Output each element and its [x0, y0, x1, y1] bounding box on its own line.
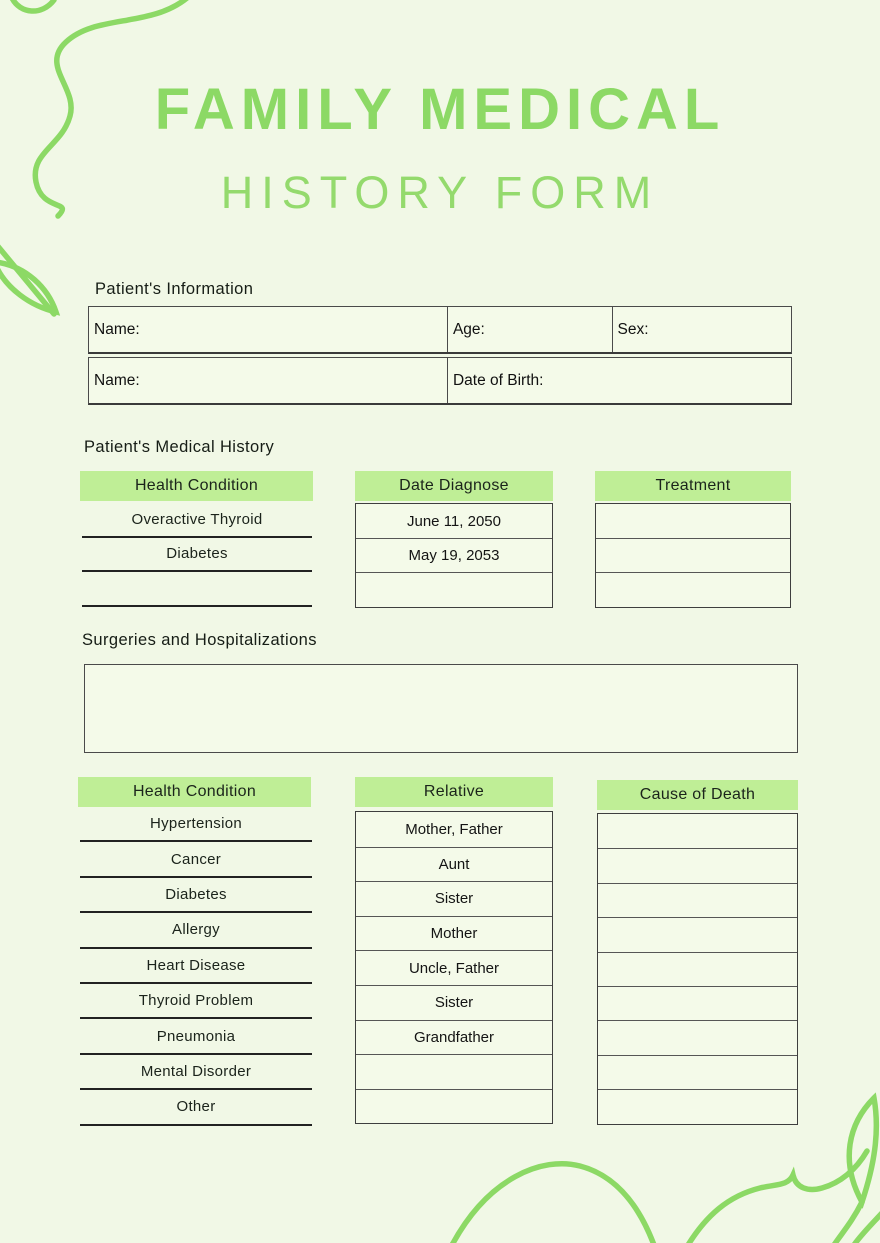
- date-of-birth-label: Date of Birth:: [452, 371, 544, 389]
- date-diagnose-column-header: Date Diagnose: [355, 471, 553, 501]
- relative-value: Mother: [430, 925, 478, 943]
- health-condition-column-header: Health Condition: [80, 471, 313, 501]
- form-title: FAMILY MEDICAL: [154, 77, 726, 142]
- health-condition-value: Overactive Thyroid: [131, 510, 263, 528]
- date-diagnose-row[interactable]: [356, 538, 552, 572]
- family-health-condition-row[interactable]: [80, 1055, 312, 1090]
- relative-row[interactable]: [356, 1089, 552, 1124]
- relative-row[interactable]: [356, 1054, 552, 1089]
- relative-row[interactable]: [356, 812, 552, 847]
- family-health-condition-row[interactable]: [80, 842, 312, 877]
- sex-label: Sex:: [617, 320, 649, 338]
- age-label: Age:: [452, 320, 485, 338]
- family-health-condition-value: Cancer: [170, 850, 222, 868]
- surgeries-textbox[interactable]: [84, 664, 798, 753]
- name-field-2[interactable]: [89, 358, 447, 403]
- date-diagnose-row[interactable]: [356, 572, 552, 606]
- treatment-row[interactable]: [596, 504, 790, 538]
- family-health-condition-value: Pneumonia: [156, 1027, 236, 1045]
- family-health-condition-value: Hypertension: [150, 815, 242, 833]
- relative-row[interactable]: [356, 881, 552, 916]
- relative-value: Sister: [434, 890, 474, 908]
- sex-field[interactable]: [612, 307, 792, 352]
- patient-info-row-1: [88, 306, 792, 354]
- relative-value: Uncle, Father: [408, 959, 500, 977]
- age-field[interactable]: [447, 307, 612, 352]
- health-condition-row[interactable]: [82, 503, 312, 538]
- cause-of-death-row[interactable]: [598, 1089, 797, 1123]
- family-health-condition-value: Mental Disorder: [140, 1062, 252, 1080]
- family-health-condition-value: Heart Disease: [146, 956, 246, 974]
- date-diagnose-value: June 11, 2050: [407, 512, 501, 530]
- medical-history-heading: Patient's Medical History: [84, 438, 275, 456]
- cause-of-death-column-header: Cause of Death: [597, 780, 798, 810]
- health-condition-row[interactable]: [82, 538, 312, 573]
- patient-info-row-2: [88, 357, 792, 405]
- relative-value: Sister: [434, 994, 474, 1012]
- relative-value: Grandfather: [413, 1028, 495, 1046]
- family-health-condition-row[interactable]: [80, 1090, 312, 1125]
- cause-of-death-row[interactable]: [598, 986, 797, 1020]
- family-health-condition-column-header: Health Condition: [78, 777, 311, 807]
- date-diagnose-table: [355, 503, 553, 608]
- cause-of-death-row[interactable]: [598, 1020, 797, 1054]
- health-condition-value: Diabetes: [166, 545, 228, 563]
- cause-of-death-row[interactable]: [598, 952, 797, 986]
- name-field[interactable]: [89, 307, 447, 352]
- treatment-table: [595, 503, 791, 608]
- relative-table: [355, 811, 553, 1124]
- health-condition-entries: [82, 503, 312, 607]
- surgeries-heading: Surgeries and Hospitalizations: [82, 631, 317, 649]
- family-health-condition-row[interactable]: [80, 1019, 312, 1054]
- family-health-condition-row[interactable]: [80, 807, 312, 842]
- family-health-condition-value: Allergy: [172, 921, 220, 939]
- family-health-condition-row[interactable]: [80, 878, 312, 913]
- family-health-condition-entries: [80, 807, 312, 1126]
- relative-value: Aunt: [438, 855, 470, 873]
- family-health-condition-value: Other: [176, 1098, 216, 1116]
- cause-of-death-row[interactable]: [598, 883, 797, 917]
- cause-of-death-row[interactable]: [598, 848, 797, 882]
- cause-of-death-row[interactable]: [598, 814, 797, 848]
- date-diagnose-value: May 19, 2053: [408, 547, 500, 565]
- treatment-row[interactable]: [596, 572, 790, 606]
- relative-row[interactable]: [356, 985, 552, 1020]
- family-health-condition-value: Thyroid Problem: [138, 992, 254, 1010]
- relative-row[interactable]: [356, 847, 552, 882]
- form-subtitle: HISTORY FORM: [220, 167, 660, 218]
- family-health-condition-row[interactable]: [80, 949, 312, 984]
- date-diagnose-row[interactable]: [356, 504, 552, 538]
- cause-of-death-row[interactable]: [598, 917, 797, 951]
- treatment-column-header: Treatment: [595, 471, 791, 501]
- health-condition-row[interactable]: [82, 572, 312, 607]
- family-health-condition-value: Diabetes: [165, 885, 227, 903]
- name-label: Name:: [94, 371, 140, 389]
- relative-value: Mother, Father: [405, 820, 503, 838]
- name-label: Name:: [94, 320, 140, 338]
- relative-row[interactable]: [356, 950, 552, 985]
- cause-of-death-row[interactable]: [598, 1055, 797, 1089]
- relative-row[interactable]: [356, 916, 552, 951]
- cause-of-death-table: [597, 813, 798, 1125]
- family-health-condition-row[interactable]: [80, 984, 312, 1019]
- patient-information-heading: Patient's Information: [95, 280, 254, 298]
- family-health-condition-row[interactable]: [80, 913, 312, 948]
- relative-row[interactable]: [356, 1020, 552, 1055]
- date-of-birth-field[interactable]: [447, 358, 791, 403]
- treatment-row[interactable]: [596, 538, 790, 572]
- relative-column-header: Relative: [355, 777, 553, 807]
